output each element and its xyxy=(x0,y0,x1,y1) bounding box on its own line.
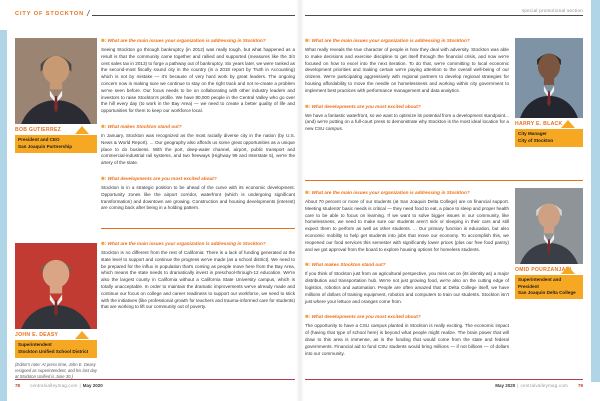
caption-pointer xyxy=(75,331,89,339)
interview-answer: The opportunity to have a CSU campus planted in Stockton is really exciting. The economic impact of (having that type of school here) is beyond what people might realize. The brain power that will draw to this area is immense, as is the funding that would come from the state and federal governments. Financial aid to fund CSU students would bring millions — if not billions — of dollars into our community. xyxy=(305,323,509,356)
sun-question-icon: ✺ : xyxy=(101,124,106,129)
qa-block xyxy=(305,314,509,357)
person-org: City of Stockton xyxy=(518,137,554,143)
caption-title-box xyxy=(15,340,97,358)
sun-question-icon: ✺ : xyxy=(101,241,106,246)
question-text: What developments are you most excited about? xyxy=(311,103,421,109)
right-edge-strip xyxy=(591,0,600,382)
omid-pourzanjani-photo xyxy=(515,188,583,264)
editors-note: (Editor's note: At press time, John E. Deasy resigned as superintendent, and his last day at Stockton Unified is June 30.) xyxy=(15,361,97,379)
interview-answer: Seeing Stockton go through bankruptcy (in 2012) was really tough, but what happened as a result is that the community came together and rallied and supported (measures like the 3/4 cent sales tax in 2013) to forge a pathway out of bankruptcy. Six years later, we were ranked as the second-most fiscally sound city in the country (in a 2018 report by Truth in Accounting) which is not by mistake — it's because of very hard work by great leaders. The ongoing concern now is making sure we continue to stay on the right track and not re-create a problem we've seen before. Our focus needs to be on collaborating with other industry leaders and investors to raise Stockton's profile. We have 80,000 people in the Central Valley who go over the hill every day (to work in the Bay Area) — we need to create a better quality of life and opportunities for them to keep our workforce local. xyxy=(101,47,295,114)
footer-date: May 2020 xyxy=(495,383,516,388)
person-title: President and CEO xyxy=(18,137,60,142)
qa-column-black xyxy=(305,38,509,133)
footer-rule xyxy=(15,379,295,380)
left-page-footer xyxy=(15,379,295,388)
person-name: OMID POURZANJANI xyxy=(515,266,572,273)
interview-answer: We have a fantastic waterfront, so we want to optimize its potential from a development standpoint... (and) we're putting on a full-court press to demonstrate why Stockton is the most ideal location for a new CSU campus. xyxy=(305,112,509,132)
person-card-harry-black xyxy=(515,38,583,147)
person-title: City Manager xyxy=(518,131,547,136)
harry-black-photo xyxy=(515,38,583,118)
person-card-john-deasy xyxy=(15,243,97,380)
interview-answer: If you think of Stockton just from an agricultural perspective, you miss out on (its identity as) a major distribution and transportation hub. We're not just growing food, we're also on the cutting edge of logistics, robotics and automation. People are often amazed that at Delta College itself, we have millions of dollars of training equipment, robotics and computers to train our students. Stockton isn't just where your lettuce and oranges come from. xyxy=(305,271,509,304)
caption-bob-gutierrez xyxy=(15,124,97,153)
question-text: What developments are you most excited about? xyxy=(107,175,217,181)
qa-block xyxy=(101,241,295,311)
sun-question-icon: ✺ : xyxy=(305,314,310,319)
person-card-omid-pourzanjani xyxy=(515,188,583,299)
interview-question xyxy=(101,124,295,130)
person-org: San Joaquin Delta College xyxy=(518,290,576,296)
person-card-bob-gutierrez xyxy=(15,38,97,153)
person-name: HARRY E. BLACK xyxy=(515,120,563,127)
page-number: 79 xyxy=(577,383,583,388)
caption-title-box xyxy=(515,275,583,300)
interview-question xyxy=(305,104,509,110)
person-name: BOB GUTIERREZ xyxy=(15,126,62,133)
caption-pointer xyxy=(561,266,575,274)
qa-column-gutierrez xyxy=(101,38,295,212)
promo-section-label: special promotional section xyxy=(521,8,583,13)
sun-question-icon: ✺ : xyxy=(305,190,310,195)
right-page-header xyxy=(305,8,583,16)
interview-question xyxy=(101,38,295,44)
qa-block xyxy=(101,176,295,212)
caption-pointer xyxy=(75,126,89,134)
page-gutter xyxy=(296,0,304,401)
interview-answer: Stockton is no different from the rest of California: There is a lack of funding generated at the state level to support and continue the progress we've made (as a school district). We need to be prepared for the influx in population that's coming as people move here from the Bay Area, which means the state needs to dramatically invest in preschool-through-12 education. We're also the largest county in California without a California State University campus, which is totally unacceptable. In order to maintain the dramatic improvements we've already made and continue our focus on college and career readiness to support our workforce, we need to stick with the initiatives (like professional growth for teachers and trauma-informed care for students) that are working to lift our community out of poverty. xyxy=(101,250,295,310)
footer-date: May 2020 xyxy=(82,383,103,388)
section-label: CITY OF STOCKTON xyxy=(15,11,85,17)
footer-site: centralvalleymag.com xyxy=(520,383,568,388)
interview-question xyxy=(305,262,509,268)
header-slash: / xyxy=(87,9,90,18)
question-text: What makes Stockton stand out? xyxy=(107,123,182,129)
sun-question-icon: ✺ : xyxy=(305,262,310,267)
caption-pointer xyxy=(561,120,575,128)
interview-answer: What really reveals the true character of people is how they deal with adversity. Stockton was able to make decisions and exercise discipline to get itself through the financial crisis, and now we're focused on how to excel into the next iteration. To do that, we're committing to local economic development priorities and making certain we're paying attention to the overall well-being of our citizens. We're participating aggressively with regional partners to develop regional strategies for housing affordability to move the needle on homelessness and working within city government to implement best practices with performance management and data analytics. xyxy=(305,47,509,93)
question-text: What are the main issues your organization is addressing in Stockton? xyxy=(107,241,266,246)
caption-title-box xyxy=(515,129,583,147)
footer-site: centralvalleymag.com xyxy=(30,383,78,388)
interview-answer: Stockton is in a strategic position to be ahead of the curve with its economic development. Opportunity zones like the airport corridor, waterfront (which is undergoing significant transformation) and downtown are growing. Construction and housing developments (interest) are coming back after being in a holding pattern. xyxy=(101,184,295,211)
person-org: San Joaquin Partnership xyxy=(18,143,73,149)
header-rule xyxy=(305,15,583,16)
question-text: What are the main issues your organization is addressing in Stockton? xyxy=(107,38,266,43)
qa-column-pourzanjani xyxy=(305,190,509,357)
bob-gutierrez-photo xyxy=(15,38,97,124)
sun-question-icon: ✺ : xyxy=(305,104,310,109)
interview-answer: In January, Stockton was recognized as the most racially diverse city in the nation (by U.S. News & World Report). ... Our geography also affords us some great opportunities as a unique place to do business. With the port, deep-water channel, airport, public transport and commercial-industrial rail systems, and two freeways (Highway 99 and Interstate 5), we're the artery of the state. xyxy=(101,132,295,166)
person-title: Superintendent xyxy=(18,342,52,347)
person-name: JOHN E. DEASY xyxy=(15,331,59,338)
sun-question-icon: ✺ : xyxy=(101,176,106,181)
qa-block xyxy=(305,38,509,95)
footer-rule xyxy=(305,379,583,380)
question-text: What makes Stockton stand out? xyxy=(311,262,386,268)
caption-title-box xyxy=(15,135,97,153)
interview-answer: About 70 percent or more of our students (at San Joaquin Delta College) are on financial support. Meeting students' basic needs is critical — they need food to eat, a place to sleep and proper health care to be able to focus on learning. If we want to solve bigger issues in our community, like homelessness, we need to make sure our students aren't sick or sleeping in their cars and still expect them to perform as well as other students. ... Our primary function is education, but also economic mobility to help get students into jobs that move our economy. To accomplish this, we reopened our food services this semester with significantly lower prices (plus our free food pantry) and we got approval from the board to explore housing options for homeless students. xyxy=(305,199,509,252)
sun-question-icon: ✺ : xyxy=(101,38,106,43)
question-text: What are the main issues your organization is addressing in Stockton? xyxy=(311,190,470,195)
interview-question xyxy=(305,190,509,196)
interview-question xyxy=(305,38,509,44)
left-edge-strip xyxy=(0,30,7,401)
interview-question xyxy=(101,241,295,247)
question-text: What developments are you most excited about? xyxy=(311,314,421,320)
interview-question xyxy=(305,314,509,320)
section-divider xyxy=(305,180,583,181)
footer-separator: | xyxy=(517,383,519,388)
qa-block xyxy=(305,190,509,253)
person-title: Superintendent and President xyxy=(518,277,562,289)
footer-separator: | xyxy=(79,383,81,388)
left-page-header xyxy=(15,10,295,17)
question-text: What are the main issues your organization is addressing in Stockton? xyxy=(311,38,470,43)
section-divider xyxy=(101,228,295,229)
right-page-footer xyxy=(305,379,583,388)
header-rule xyxy=(92,15,295,16)
qa-column-deasy xyxy=(101,241,295,311)
qa-block xyxy=(101,38,295,115)
caption-john-deasy xyxy=(15,329,97,358)
caption-omid-pourzanjani xyxy=(515,264,583,299)
john-deasy-photo xyxy=(15,243,97,329)
qa-block xyxy=(305,262,509,305)
caption-harry-black xyxy=(515,118,583,147)
page-number: 78 xyxy=(15,383,21,388)
interview-question xyxy=(101,176,295,182)
person-org: Stockton Unified School District xyxy=(18,348,89,354)
sun-question-icon: ✺ : xyxy=(305,38,310,43)
qa-block xyxy=(101,124,295,167)
qa-block xyxy=(305,104,509,133)
